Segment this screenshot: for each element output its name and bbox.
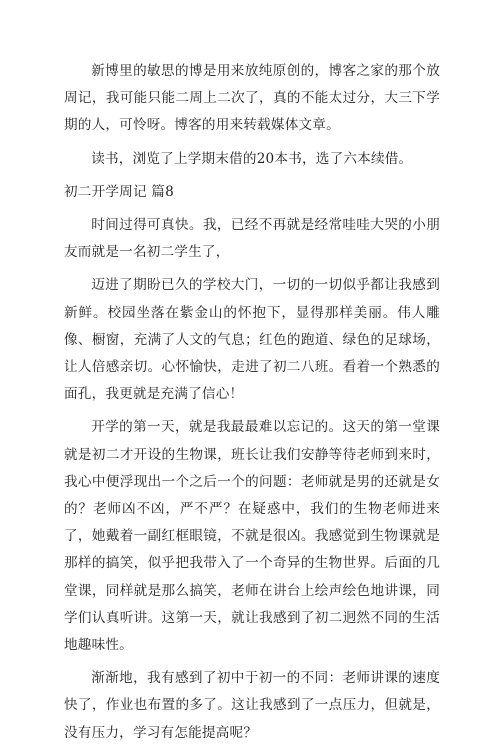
document-page (64, 58, 440, 753)
paragraph-campus: 迈进了期盼已久的学校大门，一切的一切似乎都让我感到新鲜。校园坐落在紫金山的怀抱下，显得那样美丽。伟人雕像、橱窗，充满了人文的气息；红色的跑道、绿色的足球场，让人倍感亲切。心怀愉快，走进了初二八班。看着一个熟悉的面孔，我更就是充满了信心！ (64, 277, 440, 403)
paragraph-gradually: 渐渐地，我有感到了初中于初一的不同：老师讲课的速度快了，作业也布置的多了。这让我感到了一点压力，但就是，没有压力，学习有怎能提高呢？ (64, 670, 440, 741)
paragraph-reading: 读书，浏览了上学期末借的20本书，选了六本续借。 (91, 150, 413, 167)
paragraph-blog: 新博里的敏思的博是用来放纯原创的，博客之家的那个放周记，我可能只能二周上二次了，真的不能太过分，大三下学期的人，可怜呀。博客的用来转载媒体文章。 (64, 63, 440, 134)
paragraph-first-day: 开学的第一天，就是我最最难以忘记的。这天的第一堂课就是初二才开设的生物课，班长让我们安静等待老师到来时，我心中便浮现出一个之后一个的问题：老师就是男的还就是女的？老师凶不凶，严不严？在疑惑中，我们的生物老师进来了，她戴着一副红框眼镜，不就是很凶。我感觉到生物课就是那样的搞笑，似乎把我带入了一个奇异的生物世界。后面的几堂课，同样就是那么搞笑，老师在讲台上绘声绘色地讲课，同学们认真听讲。这第一天，就让我感到了初二迥然不同的生活地趣味性。 (64, 419, 440, 654)
section-heading: 初二开学周记 篇8 (64, 183, 174, 200)
paragraph-time: 时间过得可真快。我，已经不再就是经常哇哇大哭的小朋友而就是一名初二学生了， (64, 217, 440, 261)
